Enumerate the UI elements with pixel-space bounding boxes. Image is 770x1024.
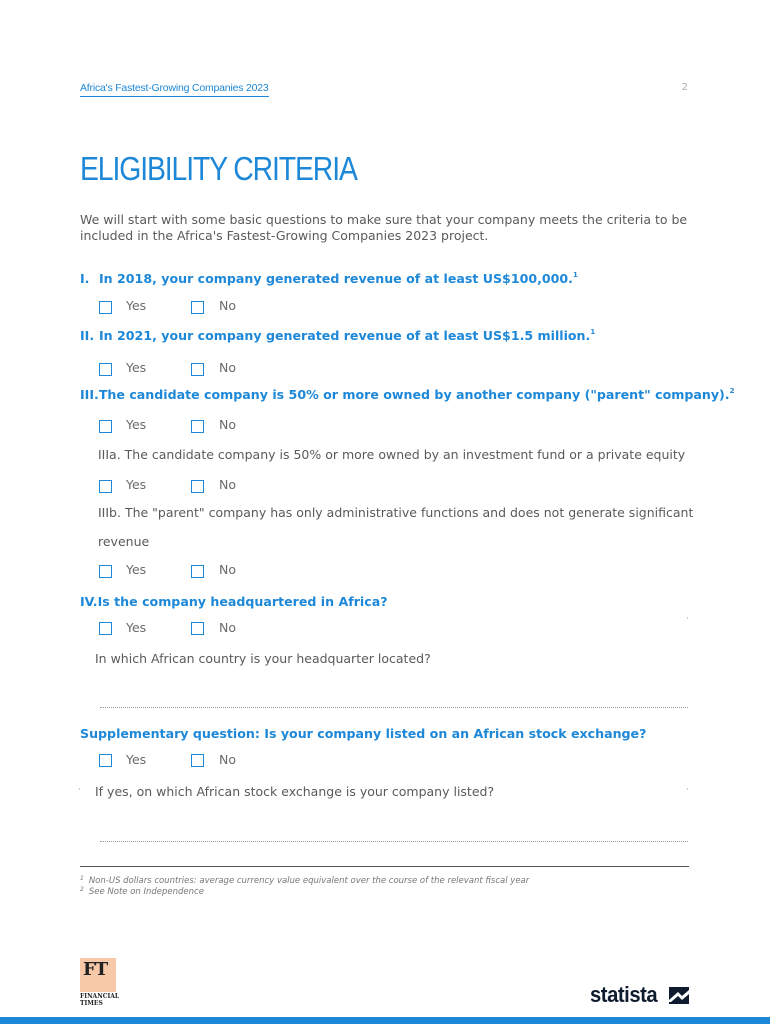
ft-wordmark-line2: TIMES	[80, 1000, 103, 1007]
question-number: IV.	[80, 594, 98, 609]
q2-yes-label: Yes	[126, 360, 147, 375]
q3b-yes-label: Yes	[126, 562, 147, 577]
intro-paragraph: We will start with some basic questions to make sure that your company meets the criteria to be included in the Africa's Fastest-Growing Companies 2023 project.	[80, 212, 688, 243]
question-3b-text-continued: revenue	[98, 534, 150, 549]
question-number: I.	[80, 271, 90, 286]
financial-times-logo	[80, 958, 116, 992]
footnote-2	[80, 886, 204, 897]
q3a-yes-checkbox[interactable]	[99, 480, 112, 493]
question-text: The candidate company is 50% or more owned by another company ("parent" company).	[98, 387, 730, 402]
q1-yes-checkbox[interactable]	[99, 301, 112, 314]
ft-wordmark-line1: FINANCIAL	[80, 993, 120, 1000]
footnote-1	[80, 875, 529, 886]
question-number: III.	[80, 387, 99, 402]
question-3b-text: IIIb. The "parent" company has only administrative functions and does not generate significant	[98, 505, 694, 520]
page-title: ELIGIBILITY CRITERIA	[80, 150, 357, 187]
stock-exchange-answer-line[interactable]	[100, 841, 688, 842]
bottom-accent-bar	[0, 1017, 770, 1024]
footnote-text: Non-US dollars countries: average currency value equivalent over the course of the relevant fiscal year	[88, 876, 530, 886]
footnote-mark: 1	[80, 875, 84, 882]
question-2	[80, 328, 595, 343]
headquarter-country-answer-line[interactable]	[100, 707, 688, 708]
q4-yes-label: Yes	[126, 620, 147, 635]
q3-no-label: No	[219, 417, 236, 432]
question-3a-text: IIIa. The candidate company is 50% or more owned by an investment fund or a private equity	[98, 447, 686, 462]
header-title: Africa's Fastest-Growing Companies 2023	[80, 82, 269, 97]
page-number: 2	[681, 82, 688, 93]
q1-yes-label: Yes	[126, 298, 147, 313]
q3-no-checkbox[interactable]	[191, 420, 204, 433]
supp-yes-checkbox[interactable]	[99, 754, 112, 767]
question-4	[80, 594, 388, 609]
q3b-yes-checkbox[interactable]	[99, 565, 112, 578]
q3-yes-label: Yes	[126, 417, 147, 432]
financial-times-wordmark	[80, 993, 130, 1007]
supp-no-label: No	[219, 752, 236, 767]
statista-logo-icon	[669, 987, 689, 1004]
q3b-no-checkbox[interactable]	[191, 565, 204, 578]
question-text: In 2018, your company generated revenue of at least US$100,000.	[99, 271, 573, 286]
footnote-ref: 1	[590, 328, 596, 336]
statista-logo-text: statista	[590, 982, 658, 1007]
question-3	[80, 387, 734, 402]
footnote-mark: 2	[80, 886, 84, 893]
footnote-ref: 1	[572, 271, 578, 279]
q1-no-checkbox[interactable]	[191, 301, 204, 314]
q3a-no-checkbox[interactable]	[191, 480, 204, 493]
supp-no-checkbox[interactable]	[191, 754, 204, 767]
footnote-ref: 2	[729, 387, 735, 395]
q2-yes-checkbox[interactable]	[99, 363, 112, 376]
question-1	[80, 271, 578, 286]
supp-yes-label: Yes	[126, 752, 147, 767]
q2-no-label: No	[219, 360, 236, 375]
q2-no-checkbox[interactable]	[191, 363, 204, 376]
q4-no-checkbox[interactable]	[191, 622, 204, 635]
q4-yes-checkbox[interactable]	[99, 622, 112, 635]
question-text: Is the company headquartered in Africa?	[97, 594, 388, 609]
q1-no-label: No	[219, 298, 236, 313]
q3a-no-label: No	[219, 477, 236, 492]
footnote-divider	[80, 866, 689, 867]
q3a-yes-label: Yes	[126, 477, 147, 492]
footnote-text: See Note on Independence	[88, 887, 204, 897]
supplementary-followup: If yes, on which African stock exchange is your company listed?	[95, 784, 495, 799]
question-4-followup: In which African country is your headquarter located?	[95, 651, 431, 666]
q3b-no-label: No	[219, 562, 236, 577]
supplementary-question: Supplementary question: Is your company listed on an African stock exchange?	[80, 726, 647, 741]
decorative-dot: ·	[686, 785, 689, 795]
question-text: In 2021, your company generated revenue of at least US$1.5 million.	[99, 328, 591, 343]
decorative-dot: ·	[78, 785, 81, 795]
decorative-dot: ·	[686, 614, 689, 624]
question-number: II.	[80, 328, 95, 343]
ft-logo-letters: FT	[83, 959, 108, 980]
q4-no-label: No	[219, 620, 236, 635]
q3-yes-checkbox[interactable]	[99, 420, 112, 433]
